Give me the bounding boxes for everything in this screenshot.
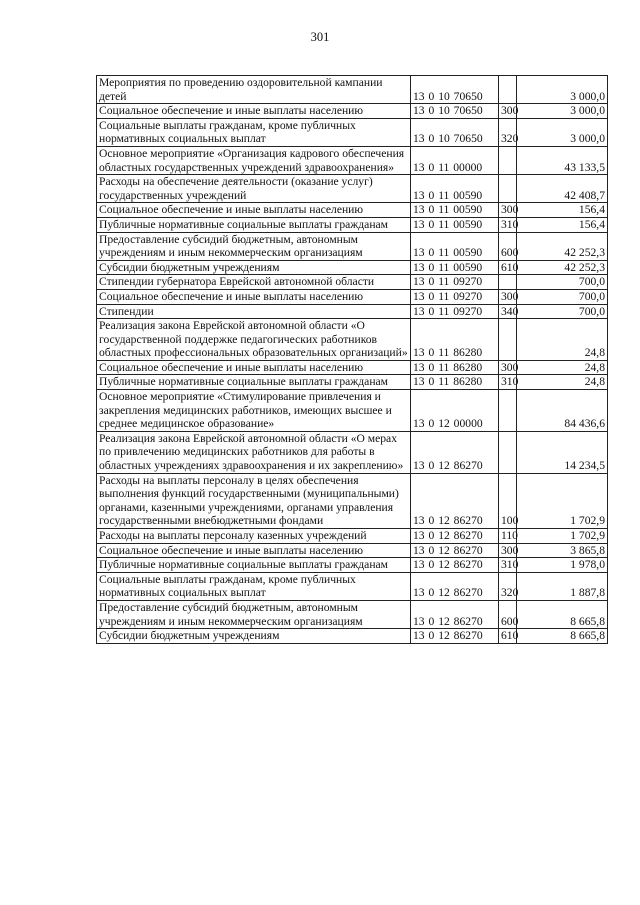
row-amount: 156,4 — [517, 217, 608, 232]
row-name: Стипендии — [97, 304, 411, 319]
row-name: Предоставление субсидий бюджетным, автономным учреждениям и иным некоммерческим организациям — [97, 600, 411, 628]
row-code: 13 0 10 70650 — [411, 118, 499, 146]
row-type: 320 — [499, 572, 517, 600]
row-type: 100 — [499, 473, 517, 528]
row-name: Публичные нормативные социальные выплаты гражданам — [97, 217, 411, 232]
row-type: 300 — [499, 104, 517, 119]
row-type: 600 — [499, 600, 517, 628]
row-amount: 1 702,9 — [517, 473, 608, 528]
row-type — [499, 431, 517, 473]
row-code: 13 0 11 86280 — [411, 360, 499, 375]
row-type: 310 — [499, 558, 517, 573]
row-name: Субсидии бюджетным учреждениям — [97, 260, 411, 275]
row-type: 340 — [499, 304, 517, 319]
row-amount: 700,0 — [517, 304, 608, 319]
row-name: Социальное обеспечение и иные выплаты населению — [97, 104, 411, 119]
row-amount: 42 408,7 — [517, 175, 608, 203]
row-type — [499, 76, 517, 104]
row-code: 13 0 11 00590 — [411, 217, 499, 232]
row-amount: 3 000,0 — [517, 118, 608, 146]
row-type — [499, 146, 517, 174]
row-type: 610 — [499, 629, 517, 644]
row-type: 610 — [499, 260, 517, 275]
row-code: 13 0 11 00590 — [411, 203, 499, 218]
row-amount: 3 000,0 — [517, 104, 608, 119]
row-code: 13 0 11 86280 — [411, 375, 499, 390]
row-code: 13 0 12 00000 — [411, 390, 499, 432]
row-code: 13 0 11 00590 — [411, 232, 499, 260]
row-amount: 8 665,8 — [517, 629, 608, 644]
row-code: 13 0 12 86270 — [411, 600, 499, 628]
row-type — [499, 275, 517, 290]
row-amount: 156,4 — [517, 203, 608, 218]
row-name: Публичные нормативные социальные выплаты гражданам — [97, 558, 411, 573]
row-type: 320 — [499, 118, 517, 146]
row-type: 600 — [499, 232, 517, 260]
row-type — [499, 175, 517, 203]
row-code: 13 0 12 86270 — [411, 473, 499, 528]
row-type: 300 — [499, 360, 517, 375]
row-amount: 24,8 — [517, 319, 608, 361]
row-code: 13 0 11 00590 — [411, 260, 499, 275]
row-amount: 3 000,0 — [517, 76, 608, 104]
row-code: 13 0 11 09270 — [411, 304, 499, 319]
row-type — [499, 319, 517, 361]
row-name: Социальные выплаты гражданам, кроме публичных нормативных социальных выплат — [97, 118, 411, 146]
row-code: 13 0 10 70650 — [411, 76, 499, 104]
row-amount: 1 978,0 — [517, 558, 608, 573]
table-row — [97, 304, 608, 319]
row-name: Социальное обеспечение и иные выплаты населению — [97, 289, 411, 304]
row-type: 310 — [499, 217, 517, 232]
row-amount: 14 234,5 — [517, 431, 608, 473]
row-name: Основное мероприятие «Стимулирование привлечения и закрепления медицинских работников, имеющих высшее и среднее медицинское образование» — [97, 390, 411, 432]
row-type: 310 — [499, 375, 517, 390]
row-name: Мероприятия по проведению оздоровительной кампании детей — [97, 76, 411, 104]
row-code: 13 0 12 86270 — [411, 431, 499, 473]
row-code: 13 0 11 09270 — [411, 289, 499, 304]
table-row — [97, 275, 608, 290]
row-name: Социальное обеспечение и иные выплаты населению — [97, 203, 411, 218]
table-row — [97, 104, 608, 119]
row-code: 13 0 11 00590 — [411, 175, 499, 203]
row-amount: 8 665,8 — [517, 600, 608, 628]
budget-table — [96, 75, 608, 644]
row-amount: 700,0 — [517, 275, 608, 290]
row-amount: 3 865,8 — [517, 543, 608, 558]
row-name: Стипендии губернатора Еврейской автономной области — [97, 275, 411, 290]
table-row — [97, 558, 608, 573]
table-row — [97, 572, 608, 600]
budget-table-body — [97, 76, 608, 644]
table-row — [97, 431, 608, 473]
row-name: Социальное обеспечение и иные выплаты населению — [97, 543, 411, 558]
row-name: Социальное обеспечение и иные выплаты населению — [97, 360, 411, 375]
table-row — [97, 217, 608, 232]
row-amount: 43 133,5 — [517, 146, 608, 174]
page-number: 301 — [310, 30, 330, 44]
row-name: Реализация закона Еврейской автономной области «О государственной поддержке педагогических работников областных профессиональных образовательных организаций» — [97, 319, 411, 361]
row-type: 300 — [499, 289, 517, 304]
table-row — [97, 375, 608, 390]
table-row — [97, 289, 608, 304]
table-row — [97, 146, 608, 174]
row-amount: 84 436,6 — [517, 390, 608, 432]
table-row — [97, 175, 608, 203]
row-code: 13 0 12 86270 — [411, 558, 499, 573]
row-amount: 42 252,3 — [517, 232, 608, 260]
row-code: 13 0 10 70650 — [411, 104, 499, 119]
row-type: 300 — [499, 543, 517, 558]
table-row — [97, 390, 608, 432]
table-row — [97, 232, 608, 260]
row-type: 110 — [499, 529, 517, 544]
row-code: 13 0 11 00000 — [411, 146, 499, 174]
row-type: 300 — [499, 203, 517, 218]
row-name: Социальные выплаты гражданам, кроме публичных нормативных социальных выплат — [97, 572, 411, 600]
table-row — [97, 319, 608, 361]
row-name: Реализация закона Еврейской автономной области «О мерах по привлечению медицинских работников для работы в областных учреждениях здравоохранения и их закреплению» — [97, 431, 411, 473]
row-code: 13 0 12 86270 — [411, 529, 499, 544]
row-code: 13 0 12 86270 — [411, 629, 499, 644]
row-name: Субсидии бюджетным учреждениям — [97, 629, 411, 644]
row-code: 13 0 12 86270 — [411, 543, 499, 558]
row-name: Предоставление субсидий бюджетным, автономным учреждениям и иным некоммерческим организациям — [97, 232, 411, 260]
row-type — [499, 390, 517, 432]
row-amount: 24,8 — [517, 375, 608, 390]
row-name: Расходы на выплаты персоналу казенных учреждений — [97, 529, 411, 544]
row-amount: 24,8 — [517, 360, 608, 375]
table-row — [97, 473, 608, 528]
row-name: Основное мероприятие «Организация кадрового обеспечения областных государственных учреждений здравоохранения» — [97, 146, 411, 174]
table-row — [97, 543, 608, 558]
row-code: 13 0 12 86270 — [411, 572, 499, 600]
table-row — [97, 260, 608, 275]
row-amount: 42 252,3 — [517, 260, 608, 275]
row-name: Расходы на обеспечение деятельности (оказание услуг) государственных учреждений — [97, 175, 411, 203]
row-name: Публичные нормативные социальные выплаты гражданам — [97, 375, 411, 390]
row-amount: 1 887,8 — [517, 572, 608, 600]
row-amount: 1 702,9 — [517, 529, 608, 544]
table-row — [97, 600, 608, 628]
row-amount: 700,0 — [517, 289, 608, 304]
row-code: 13 0 11 09270 — [411, 275, 499, 290]
table-row — [97, 118, 608, 146]
table-row — [97, 76, 608, 104]
table-row — [97, 203, 608, 218]
row-name: Расходы на выплаты персоналу в целях обеспечения выполнения функций государственными (муниципальными) органами, казенными учреждениями, органами управления государственными внебюджетными фондами — [97, 473, 411, 528]
table-row — [97, 360, 608, 375]
row-code: 13 0 11 86280 — [411, 319, 499, 361]
table-row — [97, 529, 608, 544]
table-row — [97, 629, 608, 644]
